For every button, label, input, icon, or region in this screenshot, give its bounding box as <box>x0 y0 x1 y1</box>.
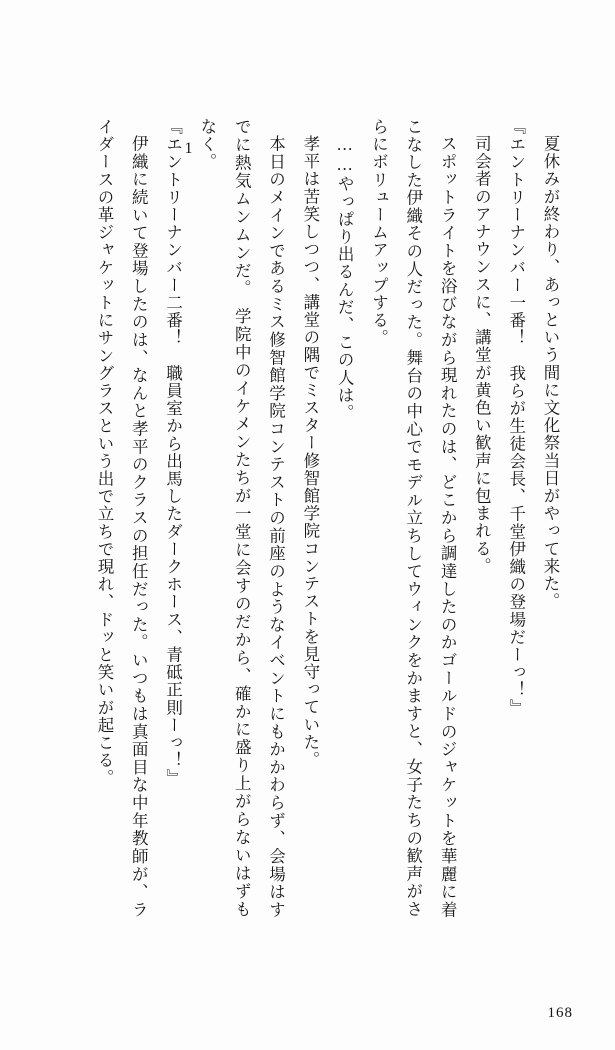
paragraph: 司会者のアナウンスに、講堂が黄色い歓声に包まれる。 <box>472 134 492 575</box>
paragraph: 孝平は苦笑しつつ、講堂の隅でミスター修智館学院コンテストを見守っていた。 <box>300 134 320 769</box>
paragraph: 本日のメインであるミス修智館学院コンテストの前座のようなイベントにもかかわらず、会場はすでに熱気ムンムンだ。 学院中のイケメンたちが一堂に会すのだから、確かに盛り上がらないはずもなく。 <box>197 118 286 918</box>
paragraph: スポットライトを浴びながら現れたのは、どこから調達したのかゴールドのジャケットを華麗に着こなした伊織その人だった。舞台の中心でモデル立ちしてウィンクをかますと、女子たちの歓声がさらにボリュームアップする。 <box>369 118 458 918</box>
paragraph: 『エントリーナンバー一番！ 我らが生徒会長、千堂伊織の登場だーっ！』 <box>506 118 526 717</box>
chapter-number: 1 <box>180 140 197 157</box>
paragraph: 夏休みが終わり、あっという間に文化祭当日がやって来た。 <box>541 134 560 610</box>
paragraph: 『エントリーナンバー二番！ 職員室から出馬したダークホース、青砥正則ーっ！』 <box>163 118 183 787</box>
paragraph: 伊織に続いて登場したのは、なんと孝平のクラスの担任だった。いつもは真面目な中年教師が、ライダースの革ジャケットにサングラスという出で立ちで現れ、ドッと笑いが起こる。 <box>94 118 149 918</box>
page-number: 168 <box>547 1005 573 1021</box>
body-text <box>87 118 567 918</box>
paragraph: ……やっぱり出るんだ、この人は。 <box>335 134 355 422</box>
